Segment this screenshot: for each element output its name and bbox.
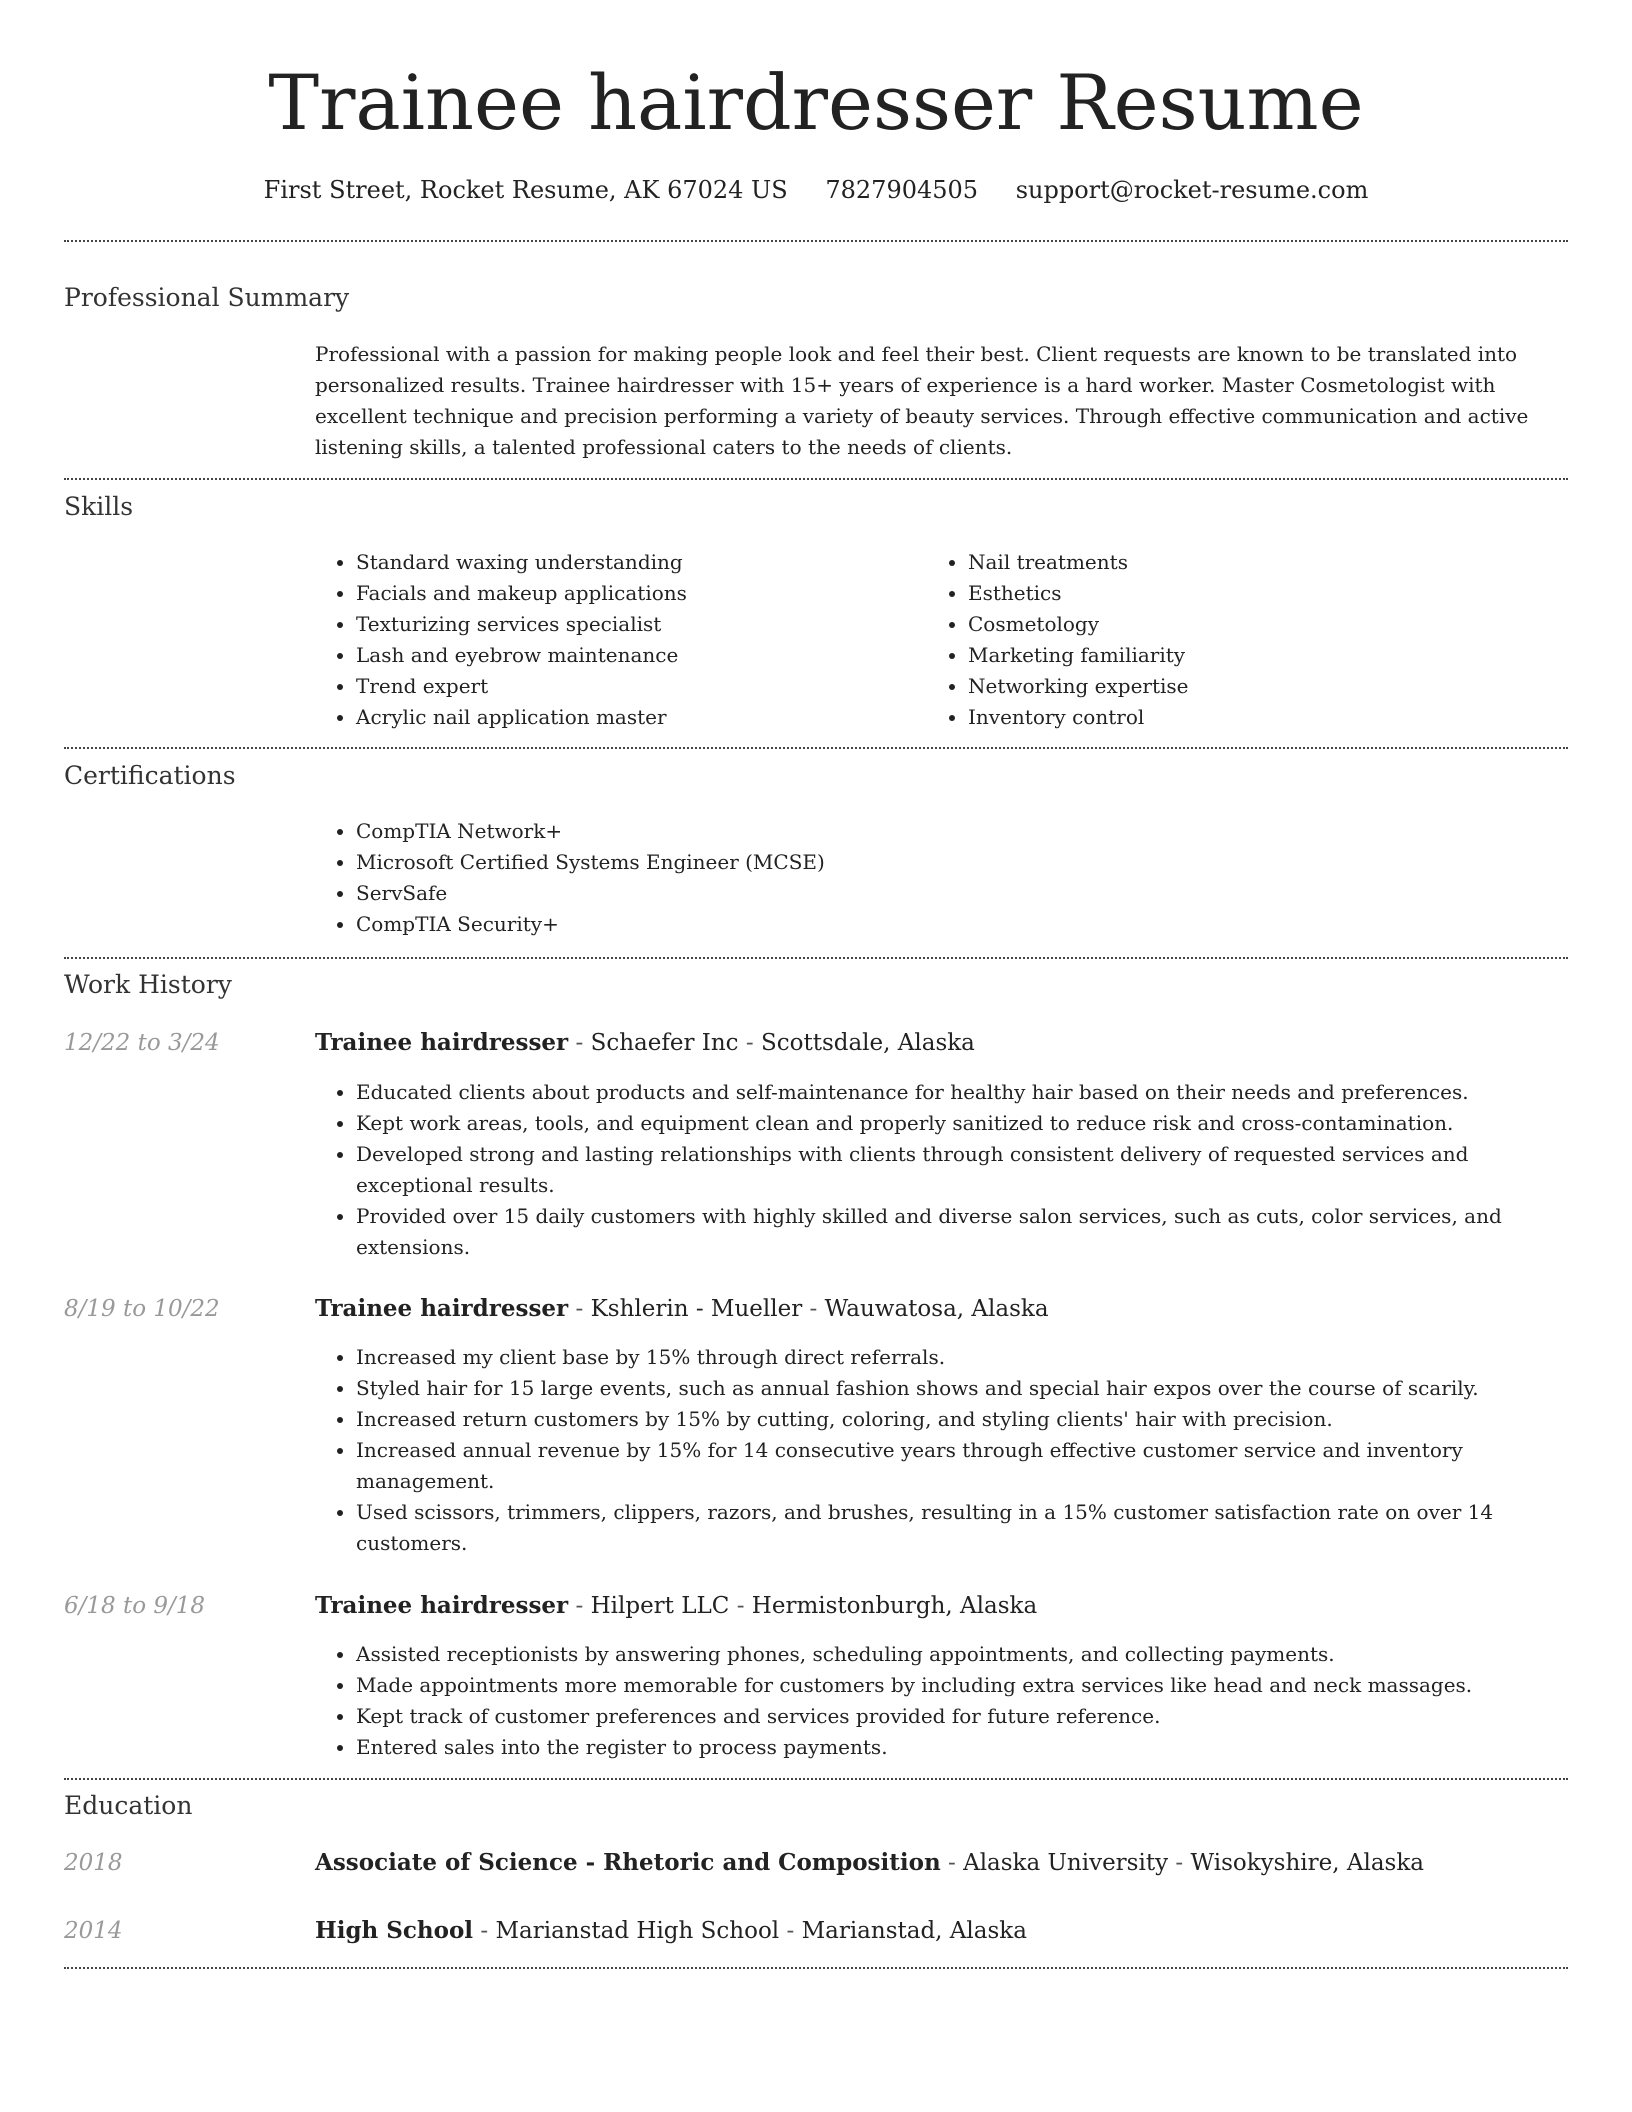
- job-bullet: • Styled hair for 15 large events, such as annual fashion shows and special hair expos over the course of scarily.: [356, 1373, 1550, 1404]
- job-title: Trainee hairdresser: [315, 1029, 569, 1056]
- job-bullet: • Entered sales into the register to process payments.: [356, 1732, 1550, 1763]
- education-year: 2014: [64, 1918, 123, 1944]
- section-divider: [64, 1967, 1568, 1969]
- resume-title: Trainee hairdresser Resume: [268, 58, 1364, 147]
- education-entry: [315, 1913, 1027, 1949]
- work-history-heading: Work History: [64, 970, 232, 999]
- skill-item: • Inventory control: [968, 702, 1189, 733]
- contact-address: First Street, Rocket Resume, AK 67024 US: [263, 176, 788, 204]
- education-degree: Associate of Science - Rhetoric and Composition: [315, 1849, 941, 1876]
- job-location: Hermistonburgh, Alaska: [751, 1593, 1038, 1619]
- skill-item: • Acrylic nail application master: [356, 702, 687, 733]
- job-bullet: • Made appointments more memorable for customers by including extra services like head and neck massages.: [356, 1670, 1550, 1701]
- job-company: Schaefer Inc: [590, 1030, 739, 1056]
- job-bullet: • Increased annual revenue by 15% for 14 consecutive years through effective customer service and inventory management.: [356, 1435, 1550, 1497]
- job-bullet: • Increased return customers by 15% by cutting, coloring, and styling clients' hair with precision.: [356, 1404, 1550, 1435]
- contact-phone: 7827904505: [825, 176, 979, 204]
- job-location: Scottsdale, Alaska: [760, 1030, 975, 1056]
- job-bullet: • Developed strong and lasting relationships with clients through consistent delivery of requested services and exceptional results.: [356, 1139, 1550, 1201]
- certification-item: • CompTIA Network+: [356, 816, 825, 847]
- job-bullet: • Provided over 15 daily customers with highly skilled and diverse salon services, such as cuts, color services, and extensions.: [356, 1201, 1550, 1263]
- job-location: Wauwatosa, Alaska: [824, 1296, 1049, 1322]
- education-degree: High School: [315, 1917, 474, 1944]
- certification-item: • Microsoft Certified Systems Engineer (MCSE): [356, 847, 825, 878]
- education-heading: Education: [64, 1791, 193, 1820]
- education-school: Alaska University: [963, 1850, 1169, 1876]
- job-bullets: [312, 1342, 1550, 1559]
- education-entry: [315, 1845, 1424, 1881]
- skill-item: • Networking expertise: [968, 671, 1189, 702]
- skill-item: • Standard waxing understanding: [356, 547, 687, 578]
- job-bullets: [312, 1077, 1550, 1263]
- separator: -: [802, 1296, 825, 1322]
- certifications-heading: Certifications: [64, 761, 236, 790]
- job-bullet: • Kept work areas, tools, and equipment clean and properly sanitized to reduce risk and cross-contamination.: [356, 1108, 1550, 1139]
- job-header: [315, 1588, 1037, 1624]
- job-company: Kshlerin - Mueller: [590, 1296, 803, 1322]
- separator: -: [473, 1918, 496, 1944]
- job-dates: 12/22 to 3/24: [64, 1030, 220, 1056]
- section-divider: [64, 1778, 1568, 1780]
- certifications-list: [312, 816, 825, 940]
- skills-list-right: [924, 547, 1189, 733]
- separator: -: [779, 1918, 802, 1944]
- section-divider: [64, 957, 1568, 959]
- education-location: Marianstad, Alaska: [801, 1918, 1027, 1944]
- job-bullet: • Increased my client base by 15% through direct referrals.: [356, 1342, 1550, 1373]
- separator: -: [568, 1593, 591, 1619]
- job-title: Trainee hairdresser: [315, 1295, 569, 1322]
- separator: -: [568, 1296, 591, 1322]
- skill-item: • Esthetics: [968, 578, 1189, 609]
- education-year: 2018: [64, 1850, 123, 1876]
- job-bullet: • Educated clients about products and self-maintenance for healthy hair based on their needs and preferences.: [356, 1077, 1550, 1108]
- job-bullet: • Used scissors, trimmers, clippers, razors, and brushes, resulting in a 15% customer satisfaction rate on over 14 customers.: [356, 1497, 1550, 1559]
- skill-item: • Marketing familiarity: [968, 640, 1189, 671]
- job-company: Hilpert LLC: [590, 1593, 730, 1619]
- skill-item: • Lash and eyebrow maintenance: [356, 640, 687, 671]
- job-bullets: [312, 1639, 1550, 1763]
- skill-item: • Trend expert: [356, 671, 687, 702]
- skill-item: • Texturizing services specialist: [356, 609, 687, 640]
- contact-line: [0, 170, 1632, 210]
- job-header: [315, 1025, 975, 1061]
- job-header: [315, 1291, 1049, 1327]
- separator: -: [738, 1030, 761, 1056]
- job-dates: 6/18 to 9/18: [64, 1593, 206, 1619]
- section-divider: [64, 478, 1568, 480]
- skills-heading: Skills: [64, 492, 134, 521]
- job-bullet: • Assisted receptionists by answering phones, scheduling appointments, and collecting payments.: [356, 1639, 1550, 1670]
- skill-item: • Cosmetology: [968, 609, 1189, 640]
- contact-email: support@rocket-resume.com: [1015, 176, 1369, 204]
- skills-list-left: [312, 547, 687, 733]
- separator: -: [940, 1850, 964, 1876]
- certification-item: • CompTIA Security+: [356, 909, 825, 940]
- separator: -: [729, 1593, 752, 1619]
- separator: -: [568, 1030, 591, 1056]
- job-title: Trainee hairdresser: [315, 1592, 569, 1619]
- certification-item: • ServSafe: [356, 878, 825, 909]
- skill-item: • Facials and makeup applications: [356, 578, 687, 609]
- education-location: Wisokyshire, Alaska: [1190, 1850, 1424, 1876]
- summary-heading: Professional Summary: [64, 283, 350, 312]
- section-divider: [64, 240, 1568, 242]
- education-school: Marianstad High School: [495, 1918, 780, 1944]
- section-divider: [64, 747, 1568, 749]
- summary-text: Professional with a passion for making people look and feel their best. Client requests are known to be translated into personalized results. Trainee hairdresser with 15+ years of experience is a hard worker. Master Cosmetologist with excellent technique and precision performing a variety of beauty services. Through effective communication and active listening skills, a talented professional caters to the needs of clients.: [315, 342, 1529, 459]
- skill-item: • Nail treatments: [968, 547, 1189, 578]
- job-bullet: • Kept track of customer preferences and services provided for future reference.: [356, 1701, 1550, 1732]
- job-dates: 8/19 to 10/22: [64, 1296, 220, 1322]
- separator: -: [1168, 1850, 1191, 1876]
